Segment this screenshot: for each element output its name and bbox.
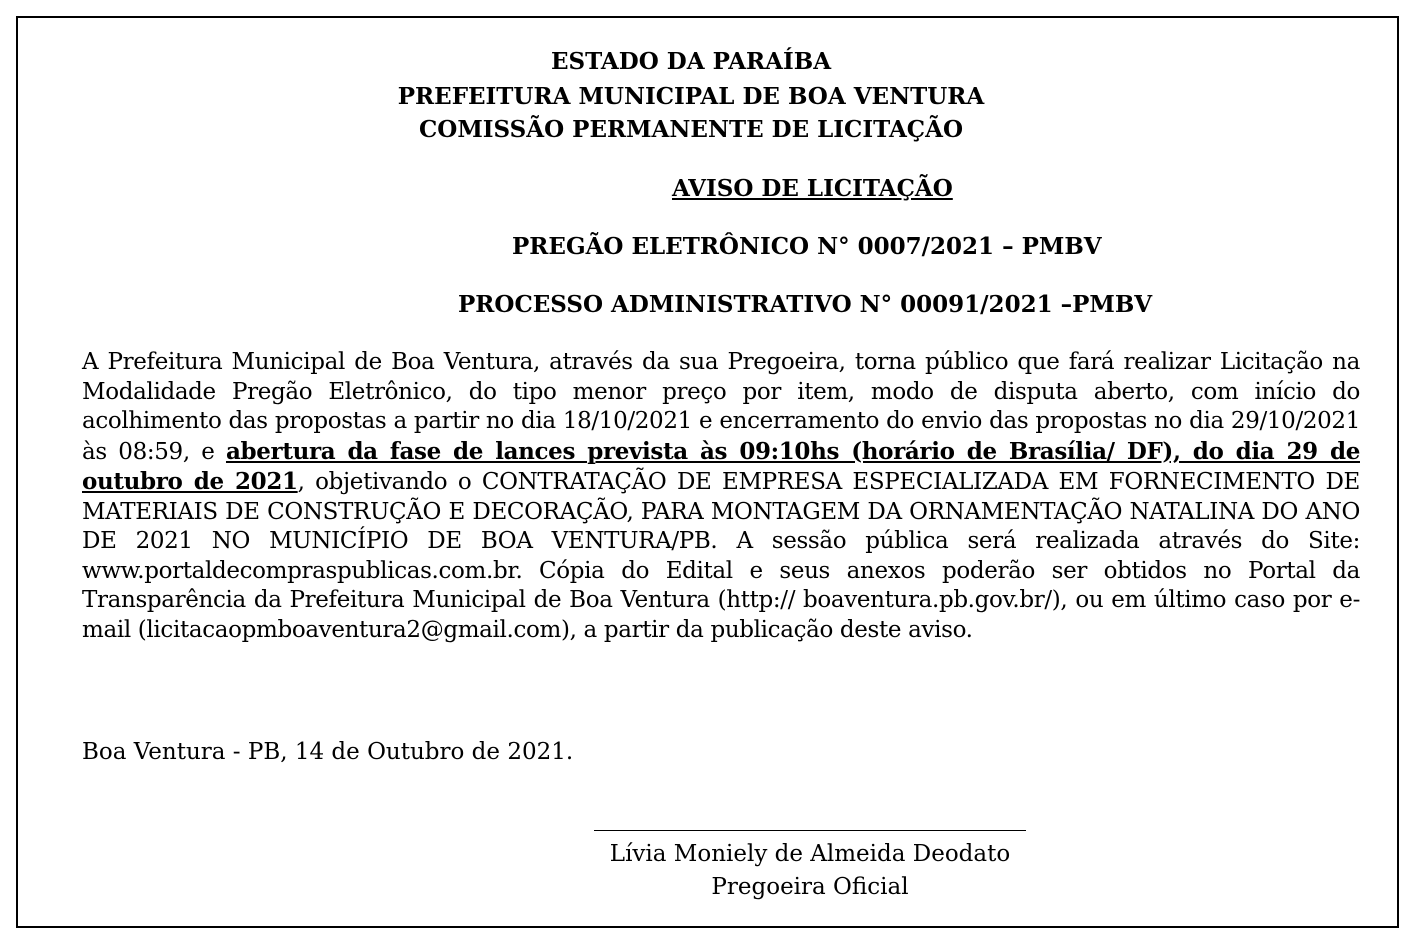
signatory-role: Pregoeira Oficial xyxy=(711,874,909,900)
notice-body xyxy=(82,348,1360,645)
body-text-part1: A Prefeitura Municipal de Boa Ventura, através da sua Pregoeira, torna público que fará realizar Licitação na Modalidade Pregão Eletrônico, do tipo menor preço por item, modo de disputa aberto, com início do acolhimento das propostas a partir no dia 18/10/2021 e encerramento do envio das propostas no dia 29/10/2021 às 08:59, e xyxy=(82,349,1360,465)
date-location: Boa Ventura - PB, 14 de Outubro de 2021. xyxy=(82,739,574,765)
notice-title: AVISO DE LICITAÇÃO xyxy=(672,175,953,202)
signatory-name: Lívia Moniely de Almeida Deodato xyxy=(609,841,1011,867)
processo-number: PROCESSO ADMINISTRATIVO N° 00091/2021 –PMBV xyxy=(458,291,1153,318)
signature-line xyxy=(594,830,1026,831)
header-commission: COMISSÃO PERMANENTE DE LICITAÇÃO xyxy=(418,116,963,143)
body-text-part2: , objetivando o CONTRATAÇÃO DE EMPRESA ESPECIALIZADA EM FORNECIMENTO DE MATERIAIS DE CONSTRUÇÃO E DECORAÇÃO, PARA MONTAGEM DA ORNAMENTAÇÃO NATALINA DO ANO DE 2021 NO MUNICÍPIO DE BOA VENTURA/PB. A sessão pública será realizada através do Site: www.portaldecompraspublicas.com.br. Cópia do Edital e seus anexos poderão ser obtidos no Portal da Transparência da Prefeitura Municipal de Boa Ventura (http:// boaventura.pb.gov.br/), ou em último caso por e-mail (licitacaopmboaventura2@gmail.com), a partir da publicação deste aviso. xyxy=(82,469,1360,643)
body-emphasis: abertura da fase de lances prevista às 09:10hs (horário de Brasília/ DF), do dia 29 de outubro de 2021 xyxy=(82,437,1360,495)
header-prefecture: PREFEITURA MUNICIPAL DE BOA VENTURA xyxy=(397,83,985,110)
pregao-number: PREGÃO ELETRÔNICO N° 0007/2021 – PMBV xyxy=(512,233,1102,260)
header-state: ESTADO DA PARAÍBA xyxy=(550,48,832,75)
